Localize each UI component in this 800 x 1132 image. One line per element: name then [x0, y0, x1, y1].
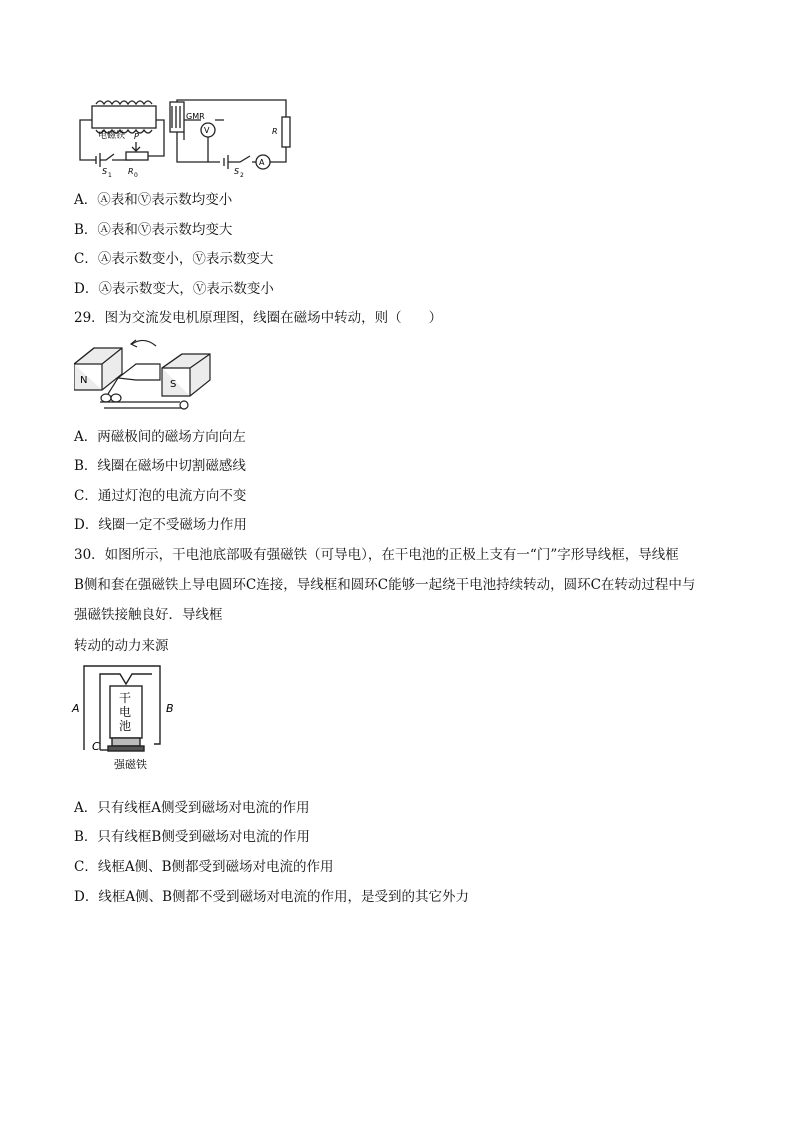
- q29-option-a: A．两磁极间的磁场方向向左: [74, 429, 246, 445]
- frame-side-b-label: B: [166, 702, 174, 715]
- gmr-label: GMR: [186, 112, 205, 121]
- q29-stem: 29．图为交流发电机原理图，线圈在磁场中转动，则（ ）: [74, 310, 443, 326]
- circuit-diagram: [74, 92, 296, 184]
- q30-option-d: D．线框A侧、B侧都不受到磁场对电流的作用，是受到的其它外力: [74, 889, 469, 905]
- q30-stem-line3: 强磁铁接触良好．导线框: [74, 607, 223, 623]
- switch-s1-label: S: [102, 167, 108, 176]
- q30-option-c: C．线框A侧、B侧都受到磁场对电流的作用: [74, 859, 334, 875]
- voltmeter-symbol: V: [204, 126, 210, 135]
- battery-label-1: 干: [119, 691, 132, 705]
- q30-option-a: A．只有线框A侧受到磁场对电流的作用: [74, 800, 310, 816]
- q30-stem-line2: B侧和套在强磁铁上导电圆环C连接，导线框和圆环C能够一起绕干电池持续转动，圆环C在转动过程中与: [74, 577, 696, 593]
- q29-option-b: B．线圈在磁场中切割磁感线: [74, 458, 246, 474]
- battery-motor-diagram: [70, 660, 200, 776]
- q29-option-d: D．线圈一定不受磁场力作用: [74, 517, 247, 533]
- q28-option-c: C．Ⓐ表示数变小，Ⓥ表示数变大: [74, 251, 274, 267]
- frame-side-a-label: A: [72, 702, 80, 715]
- battery-label-2: 电: [119, 705, 132, 719]
- q30-stem-line1: 30．如图所示，干电池底部吸有强磁铁（可导电），在干电池的正极上支有一“门”字形导线框，导线框: [74, 547, 679, 563]
- generator-diagram: [74, 334, 214, 416]
- battery-motor-figure: [70, 660, 200, 776]
- q28-option-d: D．Ⓐ表示数变大，Ⓥ表示数变小: [74, 281, 274, 297]
- switch-s2-sub: 2: [240, 172, 244, 179]
- q28-option-b: B．Ⓐ表和Ⓥ表示数均变大: [74, 222, 233, 238]
- switch-s1-sub: 1: [108, 172, 112, 179]
- switch-s2-label: S: [234, 167, 240, 176]
- circuit-figure: [74, 92, 296, 184]
- battery-label-3: 池: [119, 719, 132, 733]
- rheostat-r0-sub: 0: [134, 172, 138, 179]
- rheostat-r0-label: R: [128, 167, 134, 176]
- magnet-n-label: N: [80, 375, 88, 386]
- q30-option-b: B．只有线框B侧受到磁场对电流的作用: [74, 829, 310, 845]
- q30-stem-line4: 转动的动力来源: [74, 638, 169, 654]
- electromagnet-label: 电磁铁: [98, 131, 126, 141]
- magnet-label: 强磁铁: [114, 758, 147, 771]
- q28-option-a: A．Ⓐ表和Ⓥ表示数均变小: [74, 192, 233, 208]
- q29-option-c: C．通过灯泡的电流方向不变: [74, 488, 247, 504]
- ring-c-label: C: [92, 740, 100, 753]
- generator-figure: [74, 334, 214, 416]
- magnet-s-label: S: [170, 379, 177, 390]
- slider-p-label: P: [134, 132, 139, 141]
- ammeter-symbol: A: [259, 158, 265, 167]
- resistor-r-label: R: [272, 127, 278, 136]
